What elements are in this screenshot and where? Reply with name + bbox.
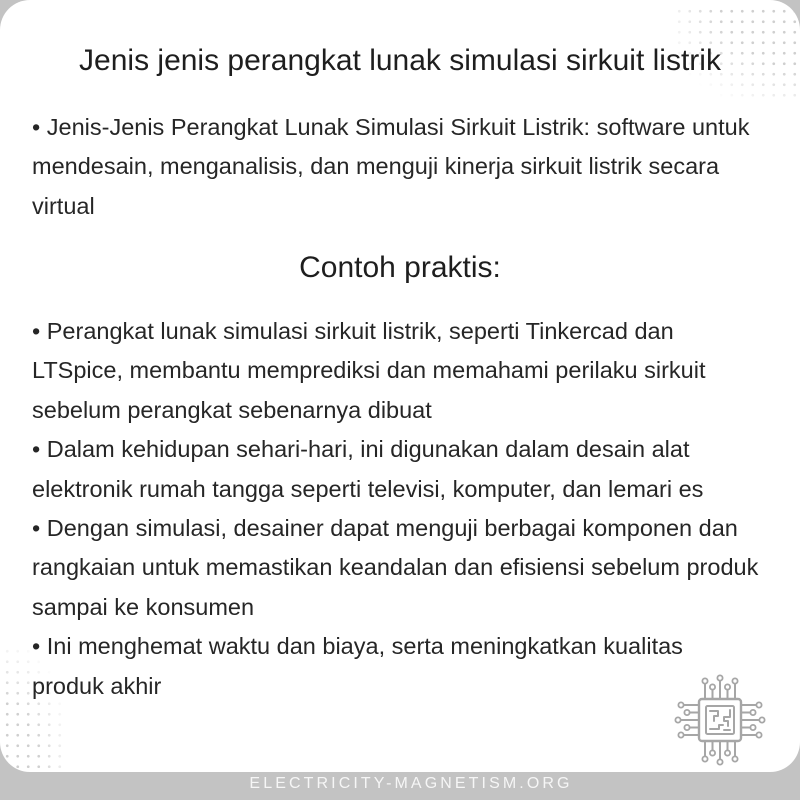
bullet-line: • Ini menghemat waktu dan biaya, serta meningkatkan kualitas [32, 633, 683, 660]
chip-pins-right [741, 702, 765, 737]
bullet-line: • Dengan simulasi, desainer dapat menguji berbagai komponen dan [32, 514, 738, 541]
bullet-line: sebelum perangkat sebenarnya dibuat [32, 396, 432, 423]
chip-pins-left [675, 702, 699, 737]
footer-site-name: ELECTRICITY-MAGNETISM.ORG [249, 775, 573, 792]
chip-icon [672, 672, 768, 768]
intro-line: mendesain, menganalisis, dan menguji kinerja sirkuit listrik secara [32, 153, 720, 180]
bullet-item [32, 627, 758, 706]
intro-line: virtual [32, 192, 95, 219]
bullet-line: • Dalam kehidupan sehari-hari, ini digunakan dalam desain alat [32, 436, 690, 463]
intro-definition [32, 108, 749, 226]
chip-pins-top [702, 675, 737, 699]
bullet-line: produk akhir [32, 672, 162, 699]
bullet-line: LTSpice, membantu memprediksi dan memahami perilaku sirkuit [32, 357, 706, 384]
bullet-item [32, 312, 758, 430]
bullet-line: • Perangkat lunak simulasi sirkuit listrik, seperti Tinkercad dan [32, 318, 674, 344]
chip-pins-bottom [702, 741, 737, 765]
intro-line: • Jenis-Jenis Perangkat Lunak Simulasi Sirkuit Listrik: software untuk [32, 114, 750, 140]
bullet-line: rangkaian untuk memastikan keandalan dan efisiensi sebelum produk [32, 554, 759, 581]
bullet-item [32, 509, 758, 627]
page-title: Jenis jenis perangkat lunak simulasi sirkuit listrik [79, 44, 721, 77]
bullet-item [32, 430, 758, 509]
examples-list [32, 312, 758, 706]
section-heading: Contoh praktis: [299, 251, 501, 284]
bullet-line: sampai ke konsumen [32, 593, 255, 620]
bullet-line: elektronik rumah tangga seperti televisi, komputer, dan lemari es [32, 475, 704, 502]
